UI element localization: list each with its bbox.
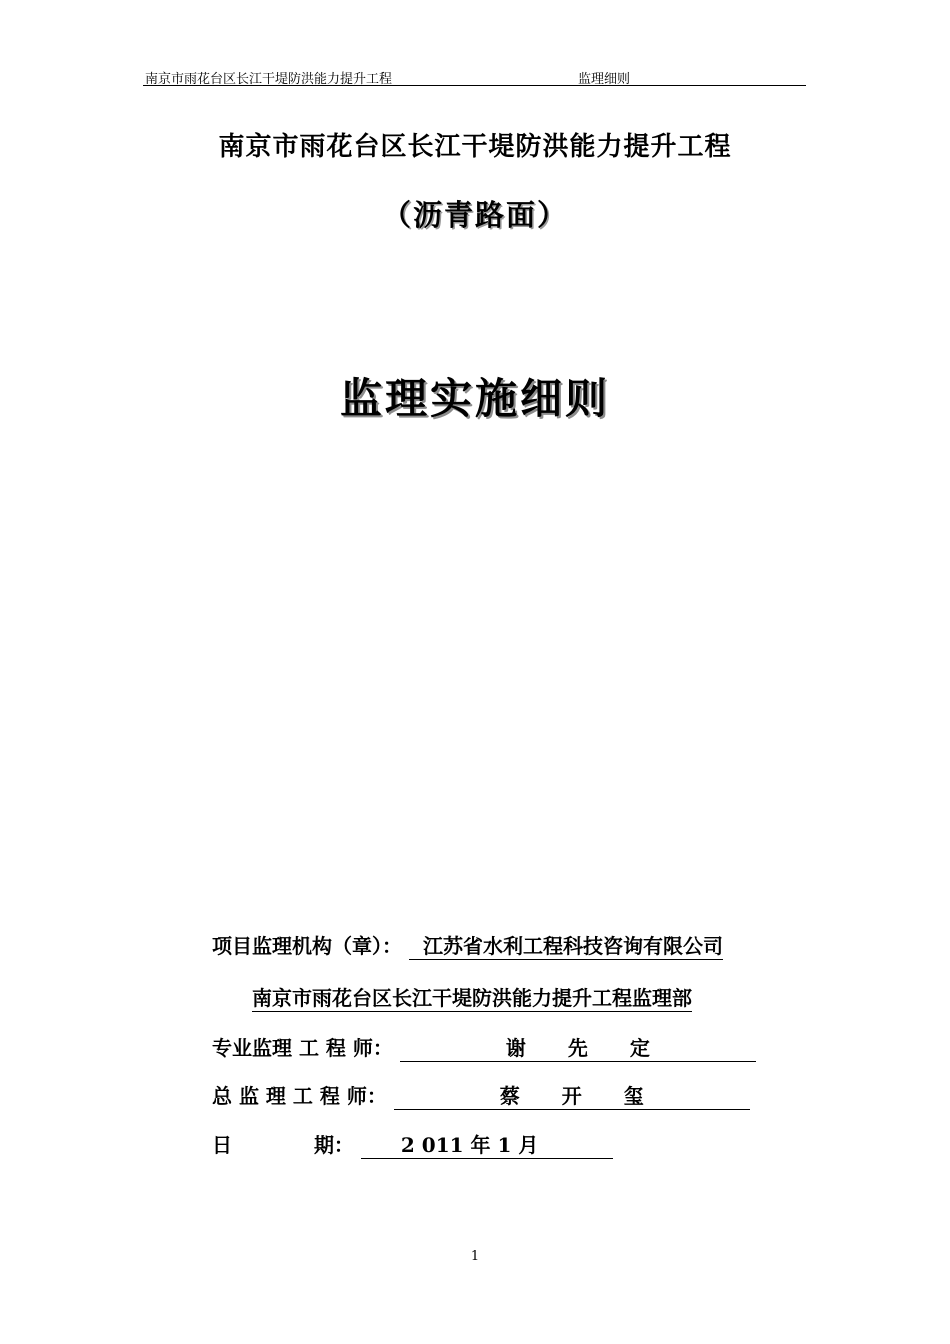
specialist-engineer-field <box>400 1036 756 1062</box>
specialist-engineer-label: 专业监理 工 程 师： <box>212 1036 393 1060</box>
supervision-org-row <box>212 934 723 960</box>
date-label-second: 期： <box>313 1133 354 1157</box>
supervision-dept-row <box>252 986 692 1012</box>
date-label-first: 日 <box>212 1133 232 1157</box>
document-title: 监理实施细则 <box>339 374 610 423</box>
page-number: 1 <box>470 1249 480 1264</box>
running-header-title: 南京市雨花台区长江干堤防洪能力提升工程 <box>145 72 393 87</box>
chief-engineer-row <box>212 1084 750 1110</box>
project-subtitle: （沥青路面） <box>381 198 568 232</box>
specialist-engineer-name: 谢先定 <box>505 1036 692 1060</box>
project-title: 南京市雨花台区长江干堤防洪能力提升工程 <box>218 132 732 162</box>
chief-engineer-label: 总 监 理 工 程 师： <box>212 1084 387 1108</box>
header-divider <box>143 85 806 86</box>
supervision-org-label: 项目监理机构（章）： <box>212 934 402 958</box>
date-row <box>212 1133 613 1159</box>
specialist-engineer-row <box>212 1036 756 1062</box>
chief-engineer-field <box>394 1084 750 1110</box>
supervision-dept-value: 南京市雨花台区长江干堤防洪能力提升工程监理部 <box>252 986 692 1010</box>
date-value: 2 011 年 1 月 <box>361 1133 613 1159</box>
supervision-org-value: 江苏省水利工程科技咨询有限公司 <box>409 934 723 960</box>
running-header-section: 监理细则 <box>578 72 631 87</box>
chief-engineer-name: 蔡开玺 <box>499 1084 686 1108</box>
